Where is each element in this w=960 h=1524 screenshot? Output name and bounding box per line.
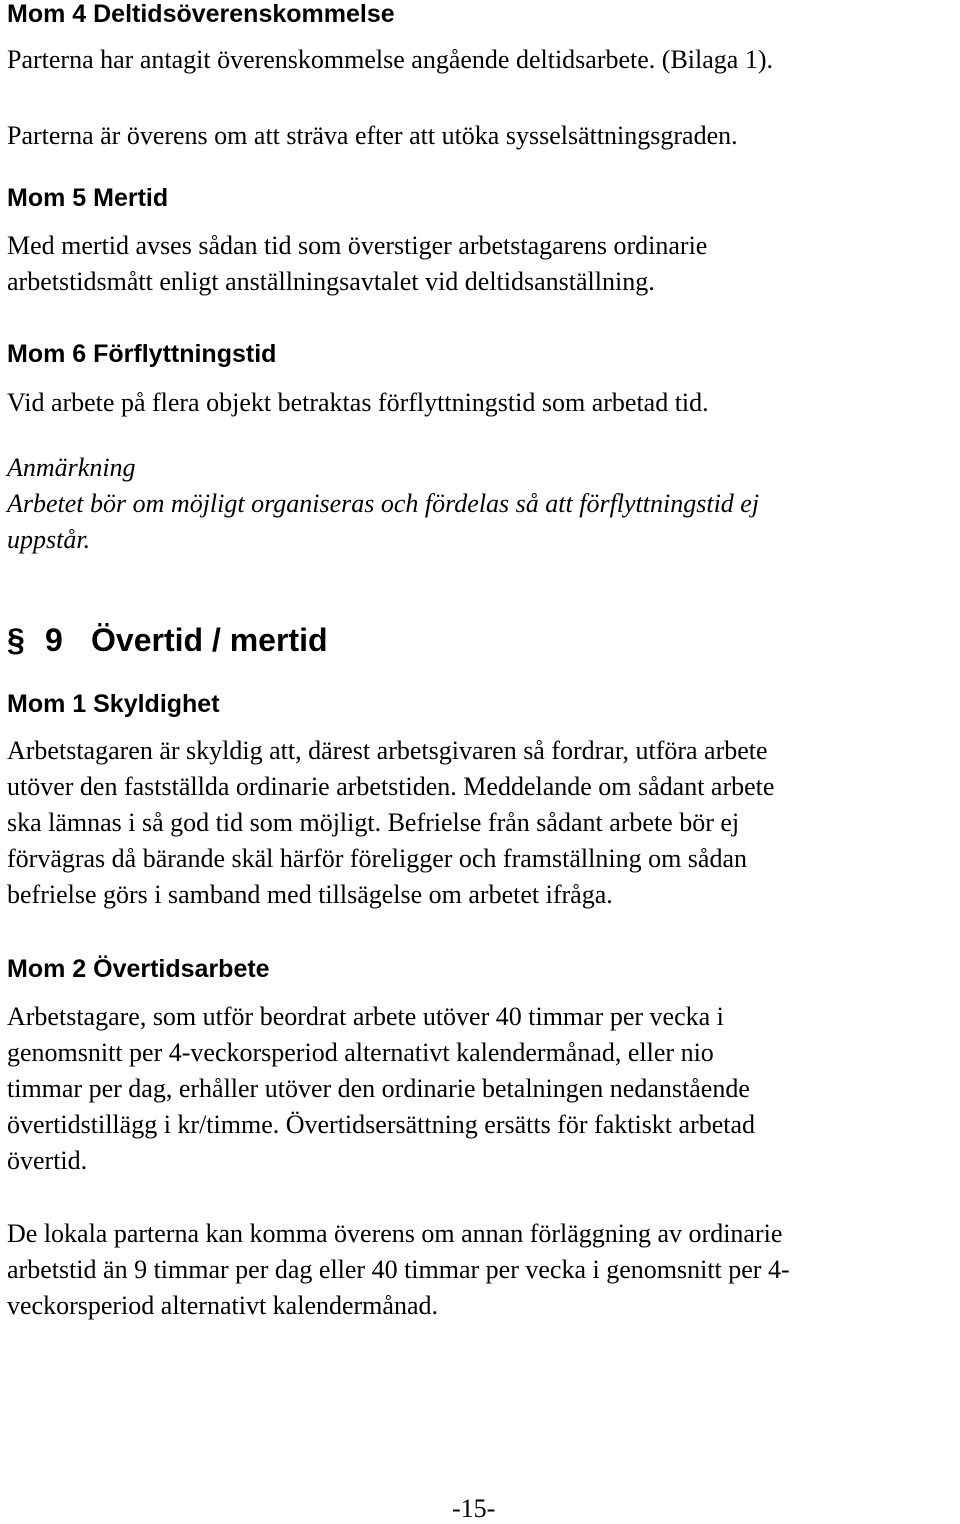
mom5-paragraph [7,228,957,300]
page-number: -15- [452,1494,496,1523]
text-line: timmar per dag, erhåller utöver den ordinarie betalningen nedanstående [7,1074,750,1103]
mom6-heading: Mom 6 Förflyttningstid [7,340,277,368]
section-9-heading [7,622,328,658]
section-number: 9 [45,622,63,658]
text-line: Parterna är överens om att sträva efter att utöka sysselsättningsgraden. [7,121,738,150]
text-line: övertidstillägg i kr/timme. Övertidsersättning ersätts för faktiskt arbetad [7,1110,756,1139]
text-line: förvägras då bärande skäl härför föreligger och framställning om sådan [7,844,747,873]
text-line: veckorsperiod alternativt kalendermånad. [7,1291,438,1320]
text-line: arbetstidsmått enligt anställningsavtalet vid deltidsanställning. [7,267,655,296]
mom2-heading: Mom 2 Övertidsarbete [7,955,270,983]
text-line: uppstår. [7,525,91,554]
section-title: Övertid / mertid [91,622,328,658]
text-line: ska lämnas i så god tid som möjligt. Befrielse från sådant arbete bör ej [7,808,740,837]
text-line: genomsnitt per 4-veckorsperiod alternativt kalendermånad, eller nio [7,1038,714,1067]
note-text [7,486,957,558]
text-line: Arbetstagaren är skyldig att, därest arbetsgivaren så fordrar, utföra arbete [7,736,768,765]
text-line: befrielse görs i samband med tillsägelse om arbetet ifråga. [7,880,613,909]
mom4-paragraph-1 [7,42,957,78]
mom2-paragraph-2 [7,1216,957,1324]
mom5-heading: Mom 5 Mertid [7,184,169,212]
text-line: arbetstid än 9 timmar per dag eller 40 timmar per vecka i genomsnitt per 4- [7,1255,790,1284]
text-line: Arbetet bör om möjligt organiseras och fördelas så att förflyttningstid ej [7,489,760,518]
text-line: Arbetstagare, som utför beordrat arbete utöver 40 timmar per vecka i [7,1002,724,1031]
text-line: utöver den fastställda ordinarie arbetstiden. Meddelande om sådant arbete [7,772,775,801]
mom1-paragraph [7,733,957,913]
text-line: De lokala parterna kan komma överens om annan förläggning av ordinarie [7,1219,783,1248]
note-label: Anmärkning [7,453,136,482]
mom4-heading: Mom 4 Deltidsöverenskommelse [7,0,395,28]
mom6-paragraph [7,385,957,421]
text-line: övertid. [7,1146,88,1175]
mom4-paragraph-2 [7,118,957,154]
mom2-paragraph-1 [7,999,957,1179]
text-line: Med mertid avses sådan tid som överstiger arbetstagarens ordinarie [7,231,708,260]
text-line: Parterna har antagit överenskommelse angående deltidsarbete. (Bilaga 1). [7,45,773,74]
section-sign: § [7,622,25,658]
mom1-heading: Mom 1 Skyldighet [7,690,220,718]
text-line: Vid arbete på flera objekt betraktas förflyttningstid som arbetad tid. [7,388,709,417]
